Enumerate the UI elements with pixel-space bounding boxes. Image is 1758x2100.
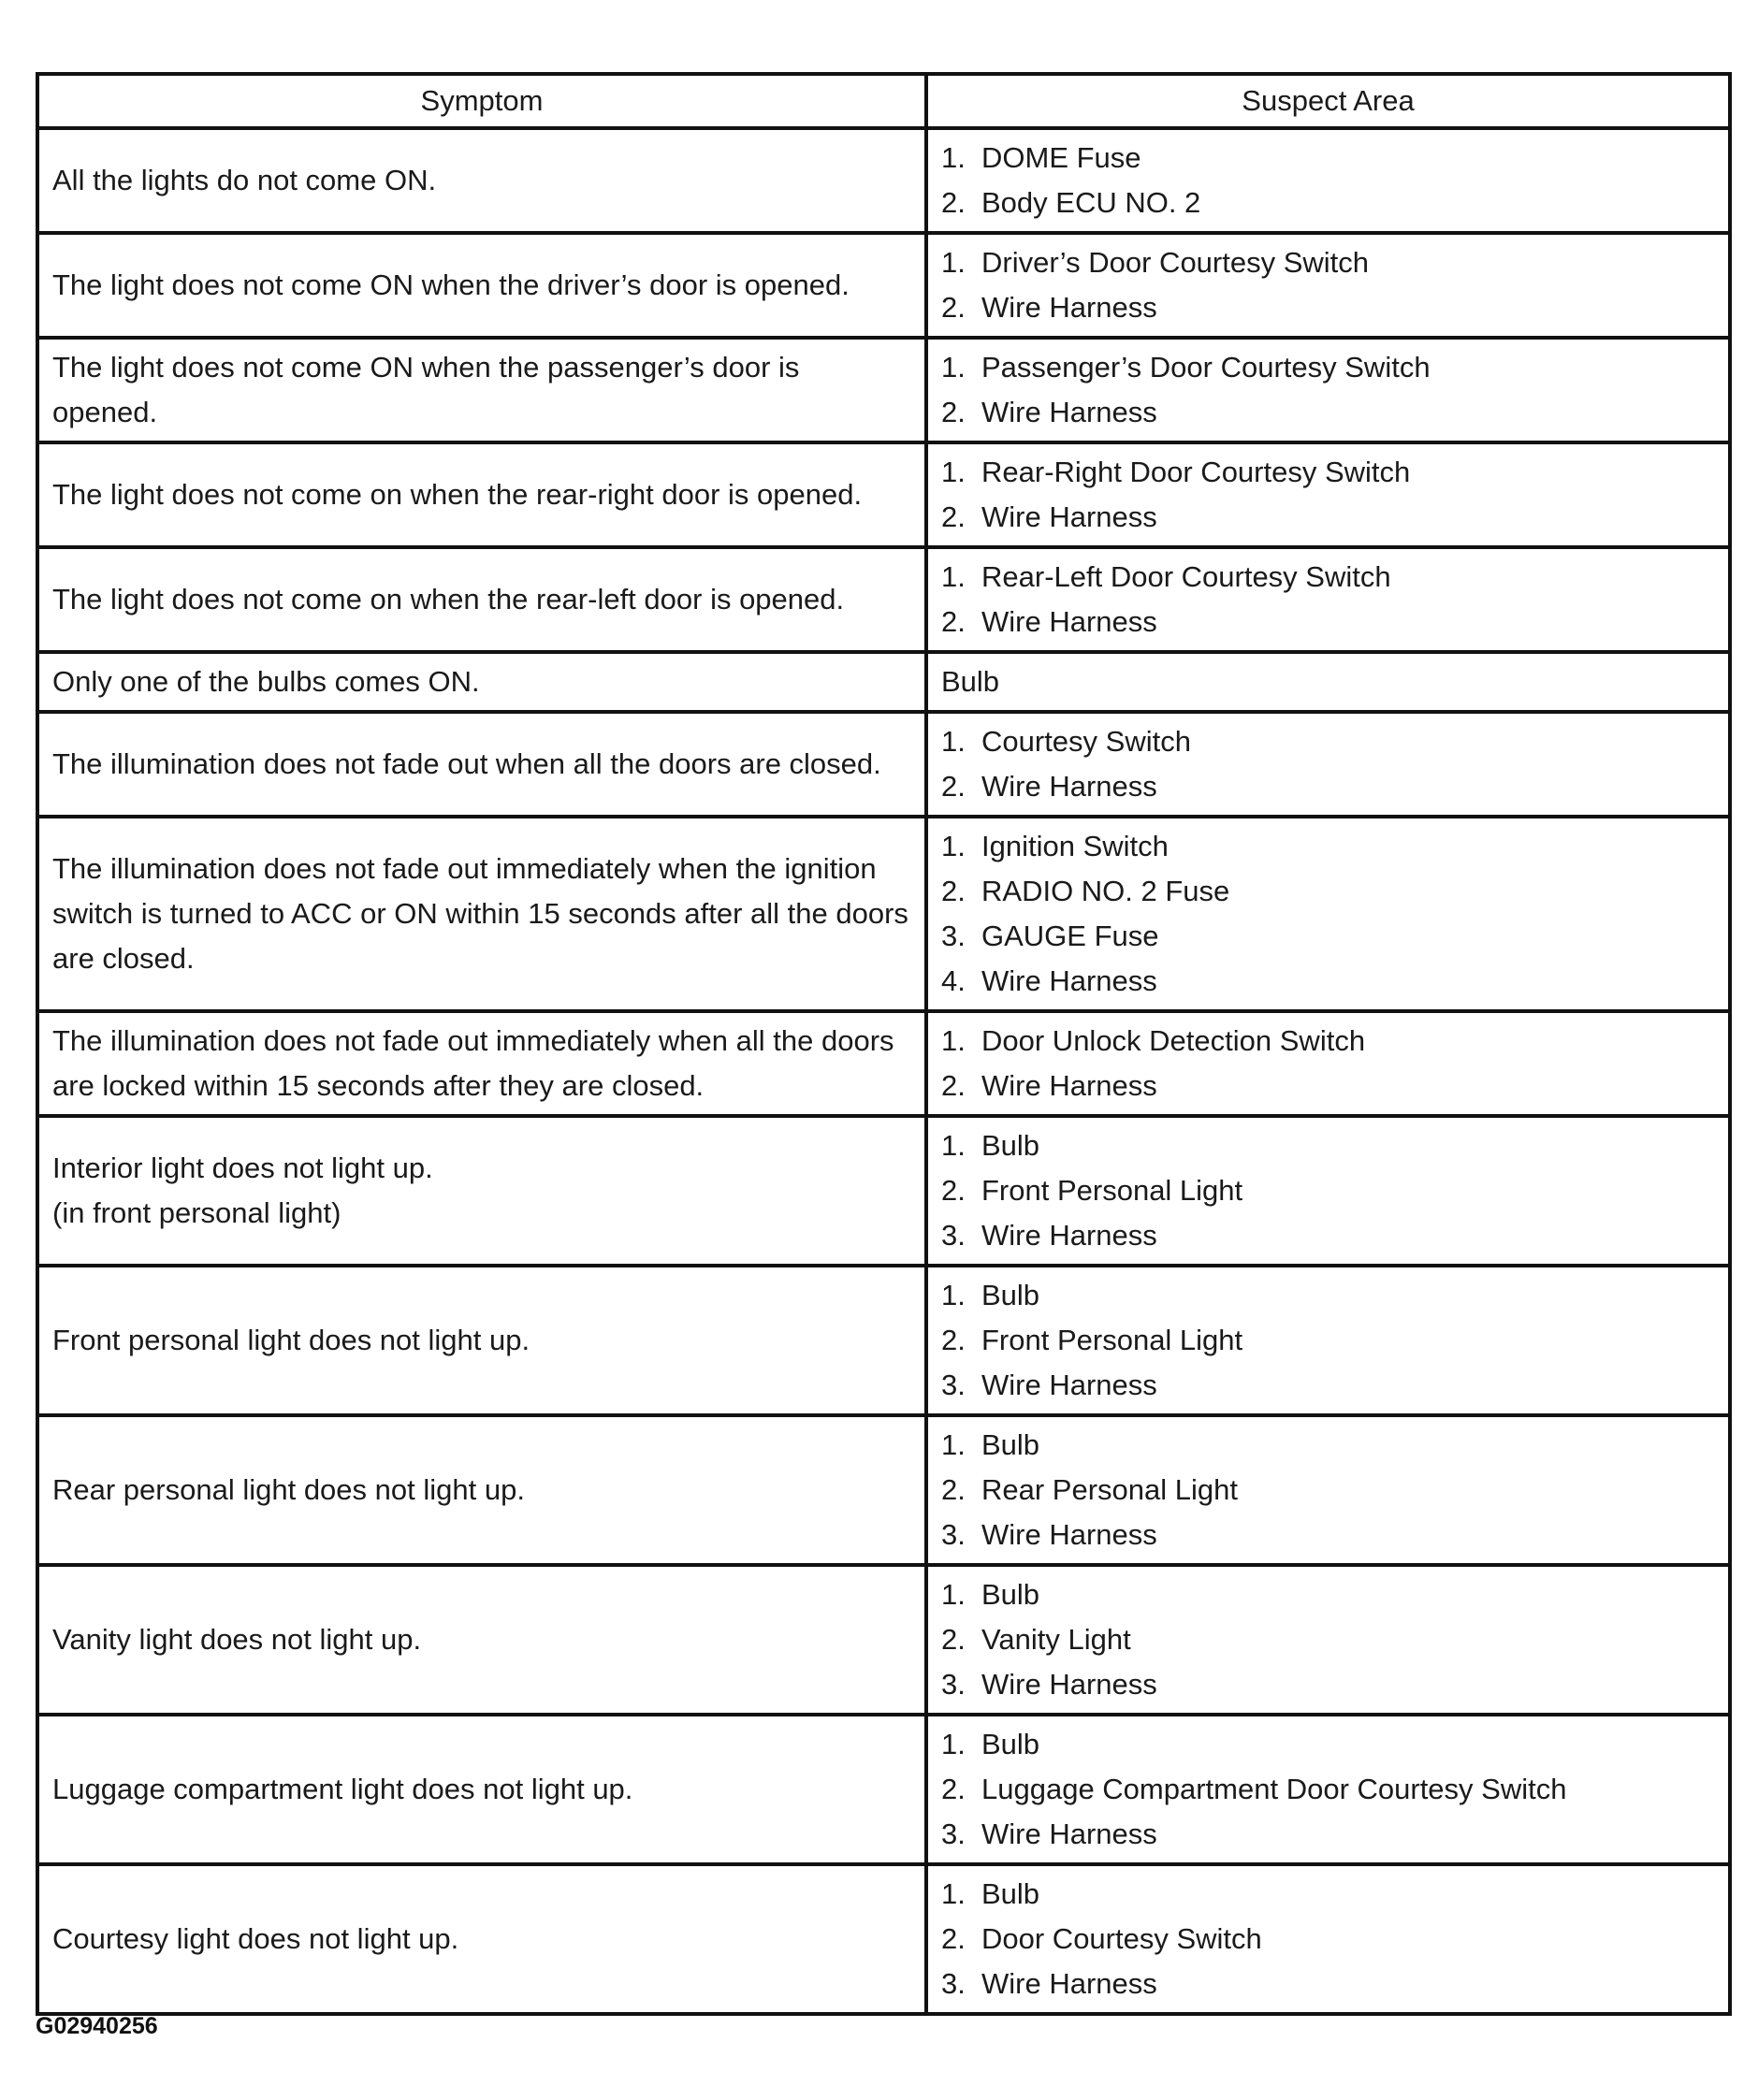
item-number: 2.	[941, 500, 966, 533]
item-number: 3.	[941, 1818, 966, 1850]
symptom-cell	[37, 1715, 926, 1864]
table-row	[37, 233, 1730, 338]
suspect-area-list	[941, 1019, 1715, 1108]
suspect-area-item	[941, 181, 1715, 225]
item-number: 3.	[941, 1518, 966, 1551]
table-row	[37, 712, 1730, 817]
item-number: 1.	[941, 1877, 966, 1910]
suspect-area-text: Bulb	[981, 1578, 1040, 1611]
suspect-area-cell	[926, 1715, 1730, 1864]
symptom-text: The illumination does not fade out immediately when the ignition switch is turned to ACC or ON within 15 seconds after all the doors are closed.	[52, 852, 908, 975]
suspect-area-cell	[926, 817, 1730, 1011]
suspect-area-list	[941, 345, 1715, 435]
suspect-area-text: GAUGE Fuse	[981, 920, 1159, 952]
item-number: 1.	[941, 725, 966, 758]
suspect-area-list	[941, 1722, 1715, 1857]
suspect-area-text: Bulb	[981, 1129, 1040, 1162]
item-number: 2.	[941, 1922, 966, 1955]
suspect-area-cell	[926, 1116, 1730, 1266]
suspect-area-text: Driver’s Door Courtesy Switch	[981, 246, 1370, 279]
suspect-area-item	[941, 495, 1715, 540]
suspect-area-item	[941, 1213, 1715, 1258]
item-number: 3.	[941, 920, 966, 952]
item-number: 2.	[941, 770, 966, 803]
suspect-area-item	[941, 1917, 1715, 1962]
item-number: 1.	[941, 560, 966, 593]
suspect-area-cell	[926, 1266, 1730, 1415]
symptom-text: The light does not come ON when the driver’s door is opened.	[52, 268, 850, 301]
suspect-area-item	[941, 1423, 1715, 1468]
suspect-area-list	[941, 1872, 1715, 2006]
item-number: 2.	[941, 1473, 966, 1506]
item-number: 1.	[941, 1024, 966, 1057]
item-number: 1.	[941, 1279, 966, 1311]
table-row	[37, 1116, 1730, 1266]
symptom-cell	[37, 1116, 926, 1266]
suspect-area-list	[941, 824, 1715, 1004]
suspect-area-text: Body ECU NO. 2	[981, 186, 1201, 219]
table-row	[37, 1565, 1730, 1715]
item-number: 2.	[941, 875, 966, 907]
table-row	[37, 128, 1730, 233]
suspect-area-list	[941, 1572, 1715, 1707]
item-number: 1.	[941, 1129, 966, 1162]
symptom-cell	[37, 547, 926, 652]
symptom-text: The illumination does not fade out immediately when all the doors are locked within 15 seconds after they are closed.	[52, 1024, 894, 1102]
suspect-area-text: Front Personal Light	[981, 1174, 1243, 1207]
item-number: 1.	[941, 830, 966, 862]
symptom-cell	[37, 1011, 926, 1116]
suspect-area-cell	[926, 1415, 1730, 1565]
suspect-area-text: Wire Harness	[981, 291, 1157, 324]
suspect-area-text: Wire Harness	[981, 1069, 1157, 1102]
suspect-area-item	[941, 600, 1715, 644]
item-number: 1.	[941, 1578, 966, 1611]
suspect-area-text: Ignition Switch	[981, 830, 1169, 862]
symptom-text: The light does not come on when the rear-right door is opened.	[52, 478, 863, 511]
suspect-area-cell	[926, 338, 1730, 442]
suspect-area-text: Wire Harness	[981, 770, 1157, 803]
table-row	[37, 1864, 1730, 2014]
symptom-cell	[37, 712, 926, 817]
suspect-area-item	[941, 914, 1715, 959]
troubleshooting-table	[36, 72, 1732, 2016]
suspect-area-cell	[926, 652, 1730, 712]
suspect-area-item	[941, 1722, 1715, 1767]
item-number: 4.	[941, 964, 966, 997]
suspect-area-cell	[926, 442, 1730, 547]
suspect-area-text: Wire Harness	[981, 605, 1157, 638]
item-number: 1.	[941, 141, 966, 174]
suspect-area-text: Door Courtesy Switch	[981, 1922, 1262, 1955]
item-number: 2.	[941, 1174, 966, 1207]
suspect-area-text: Rear-Right Door Courtesy Switch	[981, 456, 1411, 488]
symptom-cell	[37, 817, 926, 1011]
table-body	[37, 128, 1730, 2014]
item-number: 3.	[941, 1668, 966, 1701]
suspect-area-item	[941, 1812, 1715, 1857]
symptom-cell	[37, 338, 926, 442]
suspect-area-item	[941, 1872, 1715, 1917]
suspect-area-list	[941, 1273, 1715, 1408]
suspect-area-text: Front Personal Light	[981, 1324, 1243, 1356]
item-number: 3.	[941, 1219, 966, 1252]
suspect-area-item	[941, 1513, 1715, 1557]
suspect-area-cell	[926, 1565, 1730, 1715]
symptom-text: Interior light does not light up.	[52, 1151, 433, 1184]
suspect-area-text: Wire Harness	[981, 1369, 1157, 1401]
suspect-area-item	[941, 1363, 1715, 1408]
suspect-area-item	[941, 1767, 1715, 1812]
table-row	[37, 338, 1730, 442]
suspect-area-text: Wire Harness	[981, 500, 1157, 533]
suspect-area-item	[941, 1123, 1715, 1168]
suspect-area-item	[941, 1468, 1715, 1513]
suspect-area-item	[941, 764, 1715, 809]
suspect-area-text: Wire Harness	[981, 1668, 1157, 1701]
item-number: 2.	[941, 186, 966, 219]
suspect-area-item	[941, 1168, 1715, 1213]
suspect-area-item	[941, 959, 1715, 1004]
symptom-text: Vanity light does not light up.	[52, 1623, 422, 1656]
symptom-cell	[37, 1864, 926, 2014]
suspect-area-text: Luggage Compartment Door Courtesy Switch	[981, 1773, 1567, 1805]
symptom-text: Luggage compartment light does not light up.	[52, 1773, 633, 1805]
table-header-row	[37, 74, 1730, 128]
suspect-area-cell	[926, 1864, 1730, 2014]
suspect-area-list	[941, 555, 1715, 644]
suspect-area-item	[941, 555, 1715, 600]
troubleshooting-table-container	[36, 72, 1728, 2016]
suspect-area-cell	[926, 1011, 1730, 1116]
suspect-area-item	[941, 1273, 1715, 1318]
suspect-area-item	[941, 1318, 1715, 1363]
suspect-area-item	[941, 345, 1715, 390]
suspect-area-text: DOME Fuse	[981, 141, 1141, 174]
symptom-text: Rear personal light does not light up.	[52, 1473, 525, 1506]
item-number: 1.	[941, 456, 966, 488]
symptom-cell	[37, 1266, 926, 1415]
symptom-cell	[37, 233, 926, 338]
suspect-area-text: Wire Harness	[981, 964, 1157, 997]
symptom-cell	[37, 128, 926, 233]
suspect-area-text: Wire Harness	[981, 396, 1157, 428]
item-number: 2.	[941, 396, 966, 428]
suspect-area-cell	[926, 547, 1730, 652]
suspect-area-list	[941, 1123, 1715, 1258]
suspect-area-text: Wire Harness	[981, 1818, 1157, 1850]
suspect-area-cell	[926, 128, 1730, 233]
symptom-text: (in front personal light)	[52, 1196, 341, 1229]
suspect-area-text: Passenger’s Door Courtesy Switch	[981, 351, 1431, 384]
suspect-area-item	[941, 719, 1715, 764]
table-row	[37, 1415, 1730, 1565]
symptom-cell	[37, 652, 926, 712]
suspect-area-text: Bulb	[981, 1279, 1040, 1311]
symptom-text: Front personal light does not light up.	[52, 1324, 530, 1356]
suspect-area-item	[941, 824, 1715, 869]
suspect-area-item	[941, 1662, 1715, 1707]
symptom-cell	[37, 442, 926, 547]
suspect-area-text: Bulb	[981, 1428, 1040, 1461]
symptom-text: The light does not come ON when the passenger’s door is opened.	[52, 351, 800, 428]
suspect-area-text: Bulb	[981, 1728, 1040, 1760]
figure-id: G02940256	[36, 2013, 158, 2039]
suspect-area-column-header: Suspect Area	[926, 74, 1730, 128]
suspect-area-list	[941, 1423, 1715, 1557]
item-number: 2.	[941, 1623, 966, 1656]
suspect-area-text: Door Unlock Detection Switch	[981, 1024, 1366, 1057]
suspect-area-text: Vanity Light	[981, 1623, 1131, 1656]
suspect-area-item	[941, 450, 1715, 495]
item-number: 2.	[941, 1773, 966, 1805]
suspect-area-text: Bulb	[941, 665, 1000, 698]
symptom-text: All the lights do not come ON.	[52, 164, 437, 196]
suspect-area-list	[941, 240, 1715, 330]
item-number: 1.	[941, 1728, 966, 1760]
suspect-area-text: Rear-Left Door Courtesy Switch	[981, 560, 1391, 593]
suspect-area-item	[941, 869, 1715, 914]
item-number: 2.	[941, 291, 966, 324]
item-number: 1.	[941, 351, 966, 384]
table-row	[37, 817, 1730, 1011]
suspect-area-text: Courtesy Switch	[981, 725, 1191, 758]
suspect-area-item	[941, 1962, 1715, 2006]
symptom-cell	[37, 1415, 926, 1565]
suspect-area-list	[941, 450, 1715, 540]
symptom-text: Only one of the bulbs comes ON.	[52, 665, 480, 698]
suspect-area-list	[941, 719, 1715, 809]
item-number: 2.	[941, 1069, 966, 1102]
table-row	[37, 442, 1730, 547]
item-number: 2.	[941, 1324, 966, 1356]
symptom-cell	[37, 1565, 926, 1715]
suspect-area-text: Bulb	[981, 1877, 1040, 1910]
suspect-area-item	[941, 1019, 1715, 1064]
symptom-text: Courtesy light does not light up.	[52, 1922, 459, 1955]
suspect-area-cell	[926, 233, 1730, 338]
suspect-area-item	[941, 1064, 1715, 1108]
suspect-area-item	[941, 1572, 1715, 1617]
suspect-area-item	[941, 390, 1715, 435]
item-number: 1.	[941, 1428, 966, 1461]
table-row	[37, 547, 1730, 652]
symptom-text: The light does not come on when the rear-left door is opened.	[52, 583, 845, 616]
table-row	[37, 652, 1730, 712]
suspect-area-text: Wire Harness	[981, 1219, 1157, 1252]
suspect-area-text: Wire Harness	[981, 1518, 1157, 1551]
table-row	[37, 1715, 1730, 1864]
item-number: 2.	[941, 605, 966, 638]
suspect-area-text: Wire Harness	[981, 1967, 1157, 2000]
suspect-area-text: Rear Personal Light	[981, 1473, 1238, 1506]
symptom-text: The illumination does not fade out when all the doors are closed.	[52, 747, 881, 780]
table-row	[37, 1266, 1730, 1415]
suspect-area-list	[941, 136, 1715, 225]
suspect-area-text: RADIO NO. 2 Fuse	[981, 875, 1230, 907]
suspect-area-item	[941, 136, 1715, 181]
suspect-area-cell	[926, 712, 1730, 817]
suspect-area-item	[941, 285, 1715, 330]
item-number: 3.	[941, 1967, 966, 2000]
suspect-area-item	[941, 240, 1715, 285]
item-number: 3.	[941, 1369, 966, 1401]
table-row	[37, 1011, 1730, 1116]
item-number: 1.	[941, 246, 966, 279]
suspect-area-item	[941, 1617, 1715, 1662]
symptom-column-header: Symptom	[37, 74, 926, 128]
